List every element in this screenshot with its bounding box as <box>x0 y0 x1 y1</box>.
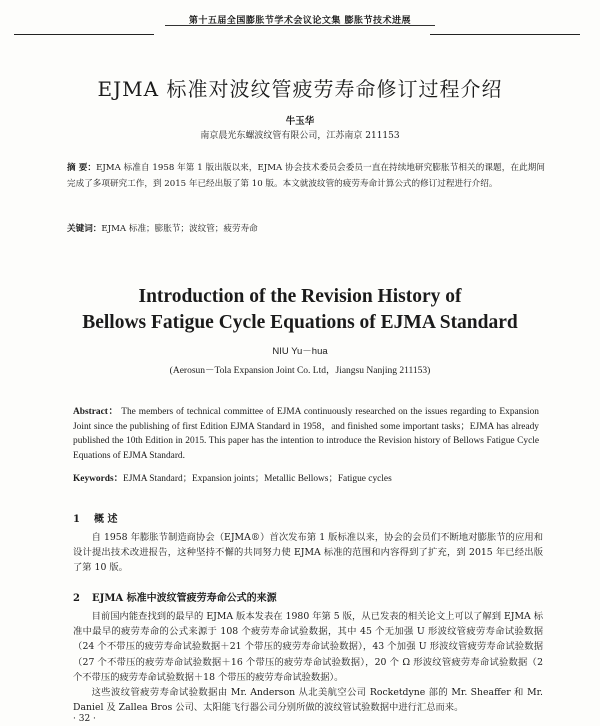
section-2-paragraph-2: 这些波纹管疲劳寿命试验数据由 Mr. Anderson 从北美航空公司 Rocketdyne 部的 Mr. Sheaffer 和 Mr. Daniel 及 Zallea Bros 公司、太阳能飞行器公司分别所做的波纹管试验数据中进行汇总而来。 <box>73 687 543 714</box>
paper-title-en-line1: Introduction of the Revision History of <box>138 286 462 307</box>
paper-title-en-line2: Bellows Fatigue Cycle Equations of EJMA Standard <box>82 312 518 333</box>
abstract-en <box>73 405 539 463</box>
keywords-cn <box>67 222 545 234</box>
abstract-en-text: The members of technical committee of EJMA continuously researched on the issues regarding to Expansion Joint since the publishing of first Edition EJMA Standard in 1958，and finished some important tasks；EJMA has already published the 10th Edition in 2015. This paper has the intention to introduce the Revision history of Bellows Fatigue Cycle Equations of EJMA Standard. <box>73 407 539 461</box>
author-en: NIU Yu－hua <box>272 346 328 357</box>
section-1-number: 1 <box>73 514 80 525</box>
affiliation-cn: 南京晨光东螺波纹管有限公司，江苏南京 211153 <box>200 131 400 141</box>
section-2-paragraph-1: 目前国内能查找到的最早的 EJMA 版本发表在 1980 年第 5 版，从已发表的相关论文上可以了解到 EJMA 标准中最早的疲劳寿命的公式来源于 108 个疲劳寿命试验数据，其中 45 个无加强 U 形波纹管疲劳寿命试验数据（24 个不带压的疲劳寿命试验数据＋21 个带压的疲劳寿命试验数据），43 个加强 U 形波纹管疲劳寿命试验数据（27 个不带压的疲劳寿命试验数据＋16 个带压的疲劳寿命试验数据），20 个 Ω 形波纹管疲劳寿命试验数据（2 个不带压的疲劳寿命试验数据＋18 个带压的疲劳寿命试验数据）。 <box>73 611 543 683</box>
abstract-en-label: Abstract： <box>73 407 119 417</box>
keywords-en <box>73 470 539 484</box>
header-rule-right <box>430 34 580 35</box>
keywords-en-text: EJMA Standard；Expansion joints；Metallic Bellows；Fatigue cycles <box>123 474 392 484</box>
keywords-en-label: Keywords： <box>73 474 123 484</box>
section-2-body <box>73 609 543 715</box>
header-rule-left <box>14 34 154 35</box>
section-2-number: 2 <box>73 593 80 604</box>
author-cn: 牛玉华 <box>285 116 315 127</box>
keywords-cn-label: 关键词： <box>67 224 102 234</box>
section-2-title: EJMA 标准中波纹管疲劳寿命公式的来源 <box>91 593 277 604</box>
abstract-cn-text: EJMA 标准自 1958 年第 1 版出版以来，EJMA 协会技术委员会委员一直在持续地研究膨胀节相关的课题，在此期间完成了多项研究工作，到 2015 年已经出版了第 10 版。本文就波纹管的疲劳寿命计算公式的修订过程进行介绍。 <box>67 163 545 189</box>
header-underline <box>165 25 435 26</box>
paper-title-cn: EJMA 标准对波纹管疲劳寿命修订过程介绍 <box>97 77 503 101</box>
section-1-body: 自 1958 年膨胀节制造商协会（EJMA®）首次发布第 1 版标准以来，协会的会员们不断地对膨胀节的应用和设计提出技术改进报告，这种坚持不懈的共同努力使 EJMA 标准的范围和内容得到了扩充，到 2015 年已经出版了第 10 版。 <box>73 532 543 574</box>
abstract-cn-label: 摘 要： <box>67 163 97 173</box>
page-number: · 32 · <box>73 714 96 724</box>
keywords-cn-text: EJMA 标准；膨胀节；波纹管；疲劳寿命 <box>101 224 258 234</box>
abstract-cn <box>67 160 545 192</box>
affiliation-en: (Aerosun－Tola Expansion Joint Co. Ltd，Jiangsu Nanjing 211153) <box>169 366 431 376</box>
paper-title-en <box>0 284 600 336</box>
section-1-heading <box>73 510 117 525</box>
section-1-title: 概 述 <box>93 514 118 525</box>
running-header: 第十五届全国膨胀节学术会议论文集 膨胀节技术进展 <box>188 16 412 26</box>
section-2-heading <box>73 589 277 604</box>
